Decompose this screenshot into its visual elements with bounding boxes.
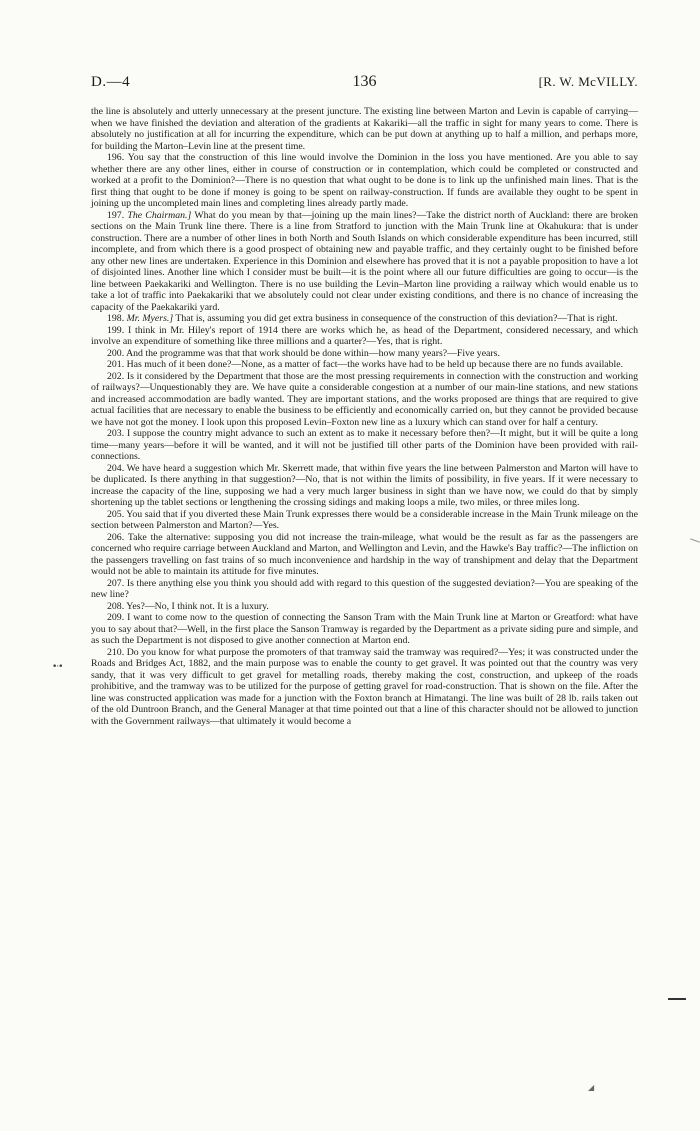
question-number: 204. [107, 462, 125, 474]
witness-name: [R. W. McVILLY. [538, 74, 638, 89]
paragraph-text: Do you know for what purpose the promoters of that tramway said the tramway was required?—Yes; it was constructed under the Roads and Bridges Act, 1882, and the main purpose was to enable the county to get gravel. It was pointed out that the country was very sandy, that it was very difficult to get gravel for metalling roads, thereby making the cost, construction, and upkeep of the roads prohibitive, and the tramway was to be utilized for the purpose of getting gravel for road-construction. That is shown on the file. After the line was constructed application was made for a junction with the Foxton branch at Himatangi. The line was built of 28 lb. rails taken out of the old Duntroon Branch, and the General Manager at that time pointed out that a line of this character should not be allowed to junction with the Government railways—that ultimately it would become a [91, 646, 639, 727]
speaker-name: The Chairman.] [127, 209, 192, 221]
paragraph-text: Take the alternative: supposing you did not increase the train-mileage, what would be the result as far as the passengers are concerned who require carriage between Auckland and Marton, and Wellington and Levin, and the Hawke's Bay traffic?—The infliction on the passengers travelling on fast trains of so much inconvenience and hardship in the way of transhipment and delay that the Department would not be able to maintain its attitude for five minutes. [91, 531, 638, 577]
paragraph-text: Is there anything else you think you should add with regard to this question of the suggested deviation?—You are speaking of the new line? [91, 577, 638, 600]
question-number: 201. [107, 359, 125, 370]
question-paragraph [91, 509, 638, 532]
paragraph-text: Has much of it been done?—None, as a matter of fact—the works have had to be held up because there are no funds available. [126, 359, 624, 370]
paragraph-text: I want to come now to the question of connecting the Sanson Tram with the Main Trunk line at Marton or Greatford: what have you to say about that?—Well, in the first place the Sanson Tramway is regarded by the Department as a private siding pure and simple, and as such the Department is not disposed to give another connection at Marton end. [91, 612, 639, 646]
paragraph-text: And the programme was that that work should be done within—how many years?—Five years. [126, 347, 500, 359]
question-number: 200. [107, 347, 125, 359]
question-paragraph [91, 210, 638, 314]
question-number: 198. [107, 313, 125, 324]
question-paragraph [91, 601, 638, 613]
paragraph-text: We have heard a suggestion which Mr. Skerrett made, that within five years the line between Palmerston and Marton will have to be duplicated. Is there anything in that suggestion?—No, that is not within the limits of possibility, in five years. If it were necessary to increase the capacity of the line, supposing we had a very much larger business in sight than we have now, we could do that by simply shortening up the tablet sections or lengthening the crossing sidings and making loops a mile, two miles, or three miles long. [91, 462, 638, 508]
question-number: 203. [107, 428, 125, 439]
question-paragraph [91, 348, 638, 360]
question-number: 199. [107, 324, 125, 336]
margin-tick-icon [690, 538, 700, 542]
question-number: 207. [107, 577, 125, 589]
paragraph-text: I suppose the country might advance to such an extent as to make it necessary before then?—It might, but it will be quite a long time—many years—before it will be wanted, and it will not be justified till other parts of the Dominion have been provided with rail-connections. [91, 428, 638, 462]
question-number: 208. [107, 600, 125, 612]
paragraph-text: the line is absolutely and utterly unnecessary at the present juncture. The existing line between Marton and Levin is capable of carrying—when we have finished the deviation and alteration of the gradients at Kakariki—all the traffic in sight for many years to come. There is absolutely no justification at all for incurring the expenditure, which can be put down at anything up to half a million, and perhaps more, for building the Marton–Levin line at the present time. [91, 106, 638, 152]
question-number: 205. [107, 508, 125, 520]
question-paragraph [91, 325, 638, 348]
speaker-name: Mr. Myers.] [126, 313, 174, 324]
document-reference: D.—4 [91, 74, 131, 90]
page-header [91, 72, 638, 96]
question-paragraph [91, 463, 638, 509]
paragraph-text: That is, assuming you did get extra business in consequence of the construction of this deviation?—That is right. [175, 313, 618, 324]
question-paragraph [91, 578, 638, 601]
question-paragraph [91, 152, 638, 210]
paragraph-text: I think in Mr. Hiley's report of 1914 there are works which he, as head of the Department, considered necessary, and which involve an expenditure of something like three millions and a quarter?—Yes, that is right. [91, 324, 638, 347]
question-paragraph [91, 313, 638, 325]
continued-paragraph [91, 106, 638, 152]
question-paragraph [91, 359, 638, 371]
paragraph-text: Yes?—No, I think not. It is a luxury. [126, 600, 269, 612]
question-number: 210. [107, 646, 125, 658]
question-paragraph [91, 428, 638, 463]
paragraph-text: Is it considered by the Department that those are the most pressing requirements in connection with the construction and working of railways?—Unquestionably they are. We have quite a considerable congestion at a number of our main-line stations, and new stations and increased accommodation are badly wanted. They are important stations, and the works proposed are things that are required to give actual facilities that are necessary to enable the business to be efficiently and economically carried on, but they cannot be provided because we have not got the money. I look upon this proposed Levin–Foxton new line as a luxury which can stand over for half a century. [91, 370, 638, 428]
paragraph-text: You said that if you diverted these Main Trunk expresses there would be a considerable increase in the Main Trunk mileage on the section between Palmerston and Marton?—Yes. [91, 508, 638, 531]
question-paragraph [91, 532, 638, 578]
question-number: 196. [107, 152, 125, 163]
margin-bullet-icon: •·• [52, 662, 63, 672]
paragraph-text: What do you mean by that—joining up the main lines?—Take the district north of Auckland: there are broken sections on the Main Trunk line there. There is a line from Stratford to junction with the Main Trunk line at Okahukura: that is under construction. There are a number of other lines in both North and South Islands on which considerable expenditure has been incurred, still incomplete, and from which there is a good prospect of obtaining new and payable traffic, and they certainly ought to be finished before any other new lines are undertaken. Experience in this Dominion and elsewhere has proved that it is not a payable proposition to have a lot of disjointed lines. Another line which I consider must be built—it is the point where all our future difficulties are going to occur—is the line between Paekakariki and Wellington. There is no use building the Levin–Marton line providing a railway which would enable us to take a lot of traffic into Paekakariki that we absolutely could not clear under existing conditions, and there is no chance of increasing the capacity of the Paekakariki yard. [91, 209, 638, 313]
question-paragraph [91, 371, 638, 429]
stray-mark-icon: ◢ [588, 1083, 595, 1092]
page-number: 136 [352, 73, 377, 90]
paragraph-text: You say that the construction of this line would involve the Dominion in the loss you have mentioned. Are you able to say whether there are any other lines, either in course of construction or in contemplation, which could be completed or constructed and worked at a profit to the Dominion?—There is no question that what ought to be done is to link up the unfinished main lines. That is the first thing that ought to be done if money is going to be spent on railway-construction. If funds are available they ought to be spent in joining up the uncompleted main lines and completing lines already partly made. [91, 152, 638, 209]
question-paragraph [91, 612, 638, 647]
question-number: 197. [107, 209, 125, 221]
margin-dash-icon [668, 998, 686, 1000]
question-number: 209. [107, 612, 125, 623]
question-paragraph [91, 647, 638, 728]
evidence-text [91, 106, 638, 727]
question-number: 206. [107, 531, 125, 543]
question-number: 202. [107, 370, 125, 382]
